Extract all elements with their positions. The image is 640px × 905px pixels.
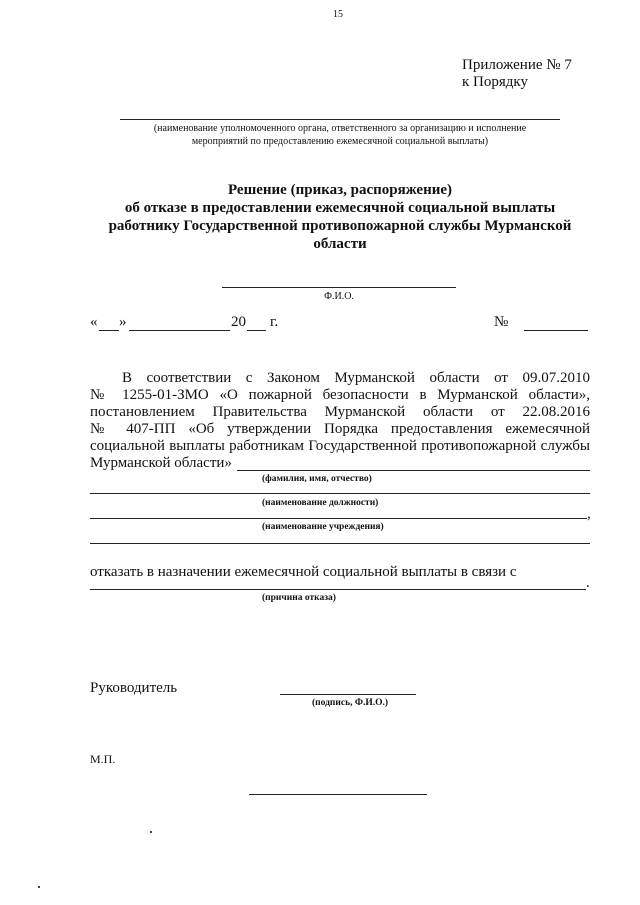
date-year-line [247, 330, 266, 331]
full-name-line [237, 470, 590, 471]
refusal-text: отказать в назначении ежемесячной социальной выплаты в связи с [90, 564, 517, 580]
appendix-label: Приложение № 7 [462, 57, 572, 73]
body-line-2: № 1255-01-ЗМО «О пожарной безопасности в Мурманской области», [90, 387, 590, 403]
date-open-quote: « [90, 314, 98, 330]
date-year-prefix: 20 [231, 314, 246, 330]
body-line-6: Мурманской области» [90, 455, 232, 471]
title-line-2: об отказе в предоставлении ежемесячной социальной выплаты [124, 200, 556, 216]
period-mark: . [586, 575, 590, 591]
title-line-1: Решение (приказ, распоряжение) [227, 182, 453, 198]
fio-caption: Ф.И.О. [324, 291, 354, 302]
date-month-line [129, 330, 230, 331]
body-line-1: В соответствии с Законом Мурманской области от 09.07.2010 [122, 370, 590, 386]
fio-line [222, 287, 456, 288]
authority-line [120, 119, 560, 120]
signature-line [280, 694, 416, 695]
body-line-5: социальной выплаты работникам Государственной противопожарной службы [90, 438, 590, 454]
head-label: Руководитель [90, 680, 178, 696]
number-line [524, 330, 588, 331]
page-number: 15 [333, 9, 343, 20]
caption-position: (наименование должности) [262, 498, 379, 508]
reason-line [90, 589, 586, 590]
body-line-3: постановлением Правительства Мурманской области от 22.08.2016 [90, 404, 590, 420]
scan-dot [38, 886, 40, 888]
caption-institution: (наименование учреждения) [262, 522, 384, 532]
stamp-label: М.П. [90, 752, 116, 766]
authority-caption-1: (наименование уполномоченного органа, ответственного за организацию и исполнение [153, 123, 527, 134]
comma-mark: , [587, 506, 591, 522]
extra-line [90, 543, 590, 544]
date-close-quote: » [119, 314, 127, 330]
institution-line [90, 518, 587, 519]
date-year-suffix: г. [270, 314, 279, 330]
position-line [90, 493, 590, 494]
date-day-line [99, 330, 119, 331]
closing-line [249, 794, 427, 795]
title-line-3: работнику Государственной противопожарной службы Мурманской [108, 218, 572, 234]
scan-dot [150, 831, 152, 833]
appendix-sublabel: к Порядку [462, 74, 528, 90]
title-line-4: области [313, 236, 367, 252]
number-sign: № [494, 314, 509, 330]
caption-full-name: (фамилия, имя, отчество) [262, 474, 372, 484]
body-line-4: № 407-ПП «Об утверждении Порядка предоставления ежемесячной [90, 421, 590, 437]
caption-signature: (подпись, Ф.И.О.) [312, 698, 389, 708]
authority-caption-2: мероприятий по предоставлению ежемесячной социальной выплаты) [191, 136, 489, 147]
caption-reason: (причина отказа) [262, 593, 336, 603]
